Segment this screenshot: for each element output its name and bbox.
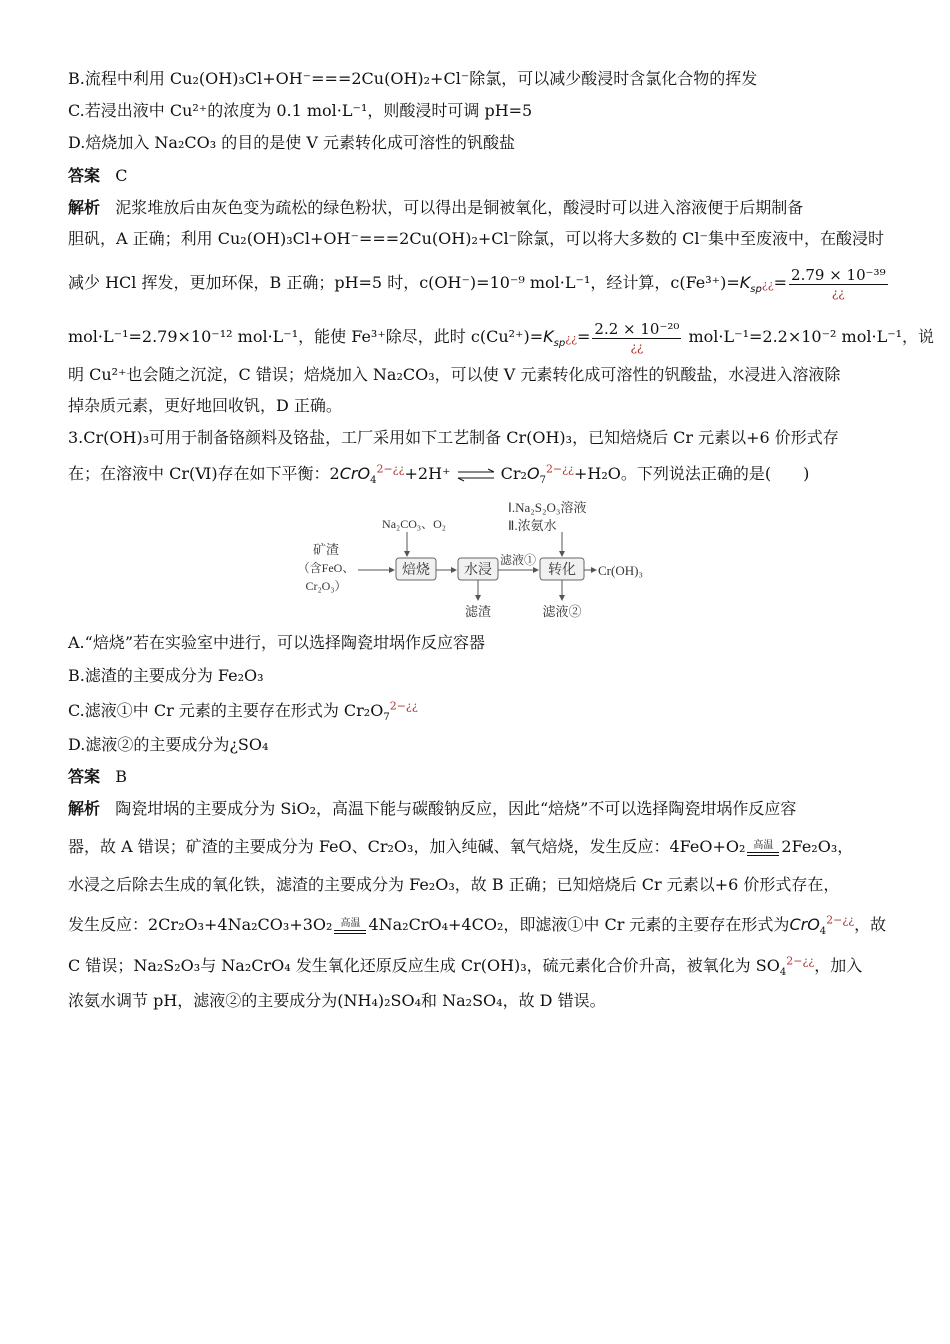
explanation-2-line-5 bbox=[68, 955, 883, 977]
explanation-1-line-4: mol·L⁻¹=2.79×10⁻¹² mol·L⁻¹，能使 Fe³⁺除尽，此时 $c(Cu^{2+})=K_{sp}¿¿=$ $\frac{\text{2.2 × 10⁻²⁰}}{¿¿}$ mol·L⁻¹=2.2×10⁻² mol·L⁻¹，说 bbox=[68, 320, 935, 354]
ion-subscript: 7 bbox=[383, 712, 390, 724]
ion-subscript: 4 bbox=[370, 475, 377, 487]
explanation-text: ，加入 bbox=[814, 956, 863, 975]
explanation-2-line-2 bbox=[68, 836, 883, 858]
explanation-text: ，故 bbox=[854, 915, 887, 934]
explanation-1-line-2: 胆矾，A 正确；利用 Cu₂(OH)₃Cl+OH⁻===2Cu(OH)₂+Cl⁻除氯，可以将大多数的 Cl⁻集中至废液中，在酸浸时 bbox=[68, 229, 884, 248]
explanation-1-line-3: 减少 HCl 挥发，更加环保，B 正确；pH=5 时，c(OH⁻)=10⁻⁹ mol·L⁻¹，经计算，$c(Fe^{3+})=K_{sp}¿¿=$ $\frac{\text{2.79 × 10⁻³⁹}}{¿¿}$ bbox=[68, 266, 886, 300]
question-text: 在；在溶液中 Cr(Ⅵ)存在如下平衡：2 bbox=[68, 464, 340, 483]
filtrate-1-label: 滤液① bbox=[499, 553, 537, 567]
answer-value: B bbox=[115, 767, 128, 786]
answer-label: 答案 bbox=[68, 767, 101, 786]
reagent-2-line-1: Ⅰ.Na₂S₂O₃溶液 bbox=[508, 500, 587, 515]
explanation-2-line-3: 水浸之后除去生成的氧化铁，滤渣的主要成分为 Fe₂O₃，故 B 正确；已知焙烧后 Cr 元素以+6 价形式存在， bbox=[68, 875, 840, 894]
residue-label: 滤渣 bbox=[464, 604, 492, 619]
option-d-line: D.焙烧加入 Na₂CO₃ 的目的是使 V 元素转化成可溶性的钒酸盐 bbox=[68, 133, 515, 152]
question-text: Cr₂ bbox=[500, 464, 527, 483]
ore-label-line-1: 矿渣 bbox=[312, 542, 340, 557]
ion-superscript: 2−¿¿ bbox=[826, 913, 855, 927]
ion-subscript: 4 bbox=[819, 926, 827, 938]
condition-label: 高温 bbox=[753, 839, 774, 851]
option-d-line: D.滤液②的主要成分为¿SO₄ bbox=[68, 735, 269, 754]
explanation-text: 发生反应：2Cr₂O₃+4Na₂CO₃+3O₂ bbox=[68, 915, 333, 934]
ion-superscript: 2−¿¿ bbox=[389, 699, 418, 713]
answer-1 bbox=[68, 165, 883, 187]
ksp-subscript: sp bbox=[750, 284, 762, 296]
answer-2 bbox=[68, 766, 883, 788]
explanation-label: 解析 bbox=[68, 799, 101, 818]
question-text: +H₂O。下列说法正确的是( ) bbox=[573, 464, 810, 483]
reaction-condition bbox=[334, 918, 366, 934]
explanation-text: C 错误；Na₂S₂O₃与 Na₂CrO₄ 发生氧化还原反应生成 Cr(OH)₃，硫元素化合价升高，被氧化为 SO bbox=[68, 956, 780, 975]
explanation-text: 2Fe₂O₃， bbox=[781, 837, 854, 856]
chromate-formula: CrO bbox=[789, 915, 820, 934]
equals-bar bbox=[334, 930, 366, 934]
reagent-2-line-2: Ⅱ.浓氨水 bbox=[508, 518, 557, 533]
reagent-1-label: Na₂CO₃、O₂ bbox=[382, 517, 446, 531]
explanation-text: 泥浆堆放后由灰色变为疏松的绿色粉状，可以得出是铜被氧化，酸浸时可以进入溶液便于后期制备 bbox=[115, 198, 804, 217]
explanation-text: 陶瓷坩埚的主要成分为 SiO₂，高温下能与碳酸钠反应，因此“焙烧”不可以选择陶瓷坩埚作反应容 bbox=[115, 799, 797, 818]
condition-label: 高温 bbox=[340, 917, 361, 929]
reaction-condition bbox=[747, 840, 779, 856]
explanation-text: mol·L⁻¹=2.2×10⁻² mol·L⁻¹，说 bbox=[688, 327, 935, 346]
product-label: Cr(OH)₃ bbox=[598, 563, 643, 578]
question-text: +2H⁺ bbox=[404, 464, 451, 483]
ion-subscript: 7 bbox=[539, 475, 546, 487]
option-b-line: B.滤渣的主要成分为 Fe₂O₃ bbox=[68, 666, 264, 685]
explanation-text: 器，故 A 错误；矿渣的主要成分为 FeO、Cr₂O₃，加入纯碱、氧气焙烧，发生反应：4FeO+O₂ bbox=[68, 837, 746, 856]
ion-superscript: 2−¿¿ bbox=[545, 462, 574, 476]
fraction-numerator: 2.79 × 10⁻³⁹ bbox=[791, 266, 886, 284]
explanation-text: mol·L⁻¹=2.79×10⁻¹² mol·L⁻¹，能使 Fe³⁺除尽，此时 c(Cu²⁺)= bbox=[68, 327, 544, 346]
ore-label-line-2: （含FeO、 bbox=[297, 561, 355, 575]
ksp-subscript: sp bbox=[553, 338, 566, 350]
option-c-line: C.若浸出液中 Cu²⁺的浓度为 0.1 mol·L⁻¹，则酸浸时可调 pH=5 bbox=[68, 101, 533, 120]
question-3-line-2 bbox=[68, 463, 883, 485]
dichromate-formula: O bbox=[526, 464, 540, 483]
fraction bbox=[789, 266, 888, 301]
process-flow-diagram bbox=[290, 494, 670, 624]
equilibrium-arrow-icon bbox=[456, 468, 496, 482]
garbled-mark: ¿¿ bbox=[565, 332, 577, 345]
fraction-denominator: ¿¿ bbox=[630, 340, 644, 354]
fraction bbox=[592, 320, 681, 355]
ion-superscript: 2−¿¿ bbox=[376, 462, 405, 476]
flow-arrows bbox=[290, 494, 670, 624]
option-text: C.滤液①中 Cr 元素的主要存在形式为 Cr₂O bbox=[68, 701, 384, 720]
ksp-symbol: K bbox=[739, 273, 751, 292]
garbled-mark: ¿¿ bbox=[761, 278, 774, 291]
filtrate-2-label: 滤液② bbox=[542, 604, 582, 619]
option-c-line bbox=[68, 700, 883, 722]
explanation-label: 解析 bbox=[68, 198, 101, 217]
option-a-line: A.“焙烧”若在实验室中进行，可以选择陶瓷坩埚作反应容器 bbox=[68, 633, 486, 652]
convert-step-label: 转化 bbox=[548, 563, 576, 578]
ore-label-line-3: Cr₂O₃） bbox=[305, 579, 347, 593]
explanation-text: 4Na₂CrO₄+4CO₂，即滤液①中 Cr 元素的主要存在形式为 bbox=[368, 915, 790, 934]
explanation-text: 减少 HCl 挥发，更加环保，B 正确；pH=5 时，c(OH⁻)=10⁻⁹ mol·L⁻¹，经计算，c(Fe³⁺)= bbox=[68, 273, 740, 292]
ion-subscript: 4 bbox=[779, 967, 787, 979]
fraction-denominator: ¿¿ bbox=[831, 286, 845, 300]
leach-step-label: 水浸 bbox=[464, 563, 492, 578]
explanation-2-line-6: 浓氨水调节 pH，滤液②的主要成分为(NH₄)₂SO₄和 Na₂SO₄，故 D 错误。 bbox=[68, 991, 606, 1010]
chromate-formula: CrO bbox=[339, 464, 371, 483]
explanation-2-line-4 bbox=[68, 913, 887, 938]
explanation-1-line-6: 掉杂质元素，更好地回收钒，D 正确。 bbox=[68, 396, 342, 415]
ion-superscript: 2−¿¿ bbox=[786, 954, 815, 968]
roast-step-label: 焙烧 bbox=[402, 563, 430, 578]
answer-label: 答案 bbox=[68, 166, 101, 185]
answer-value: C bbox=[115, 166, 128, 185]
explanation-2-line-1 bbox=[68, 798, 883, 820]
equals-bar bbox=[747, 852, 779, 856]
option-b-line: B.流程中利用 Cu₂(OH)₃Cl+OH⁻===2Cu(OH)₂+Cl⁻除氯，可以减少酸浸时含氯化合物的挥发 bbox=[68, 69, 758, 88]
explanation-1-line-1 bbox=[68, 197, 883, 219]
ksp-symbol: K bbox=[543, 327, 554, 346]
fraction-numerator: 2.2 × 10⁻²⁰ bbox=[594, 320, 680, 338]
question-3-line-1: 3.Cr(OH)₃可用于制备铬颜料及铬盐，工厂采用如下工艺制备 Cr(OH)₃，已知焙烧后 Cr 元素以+6 价形式存 bbox=[68, 428, 839, 447]
explanation-1-line-5: 明 Cu²⁺也会随之沉淀，C 错误；焙烧加入 Na₂CO₃，可以使 V 元素转化成可溶性的钒酸盐，水浸进入溶液除 bbox=[68, 365, 841, 384]
